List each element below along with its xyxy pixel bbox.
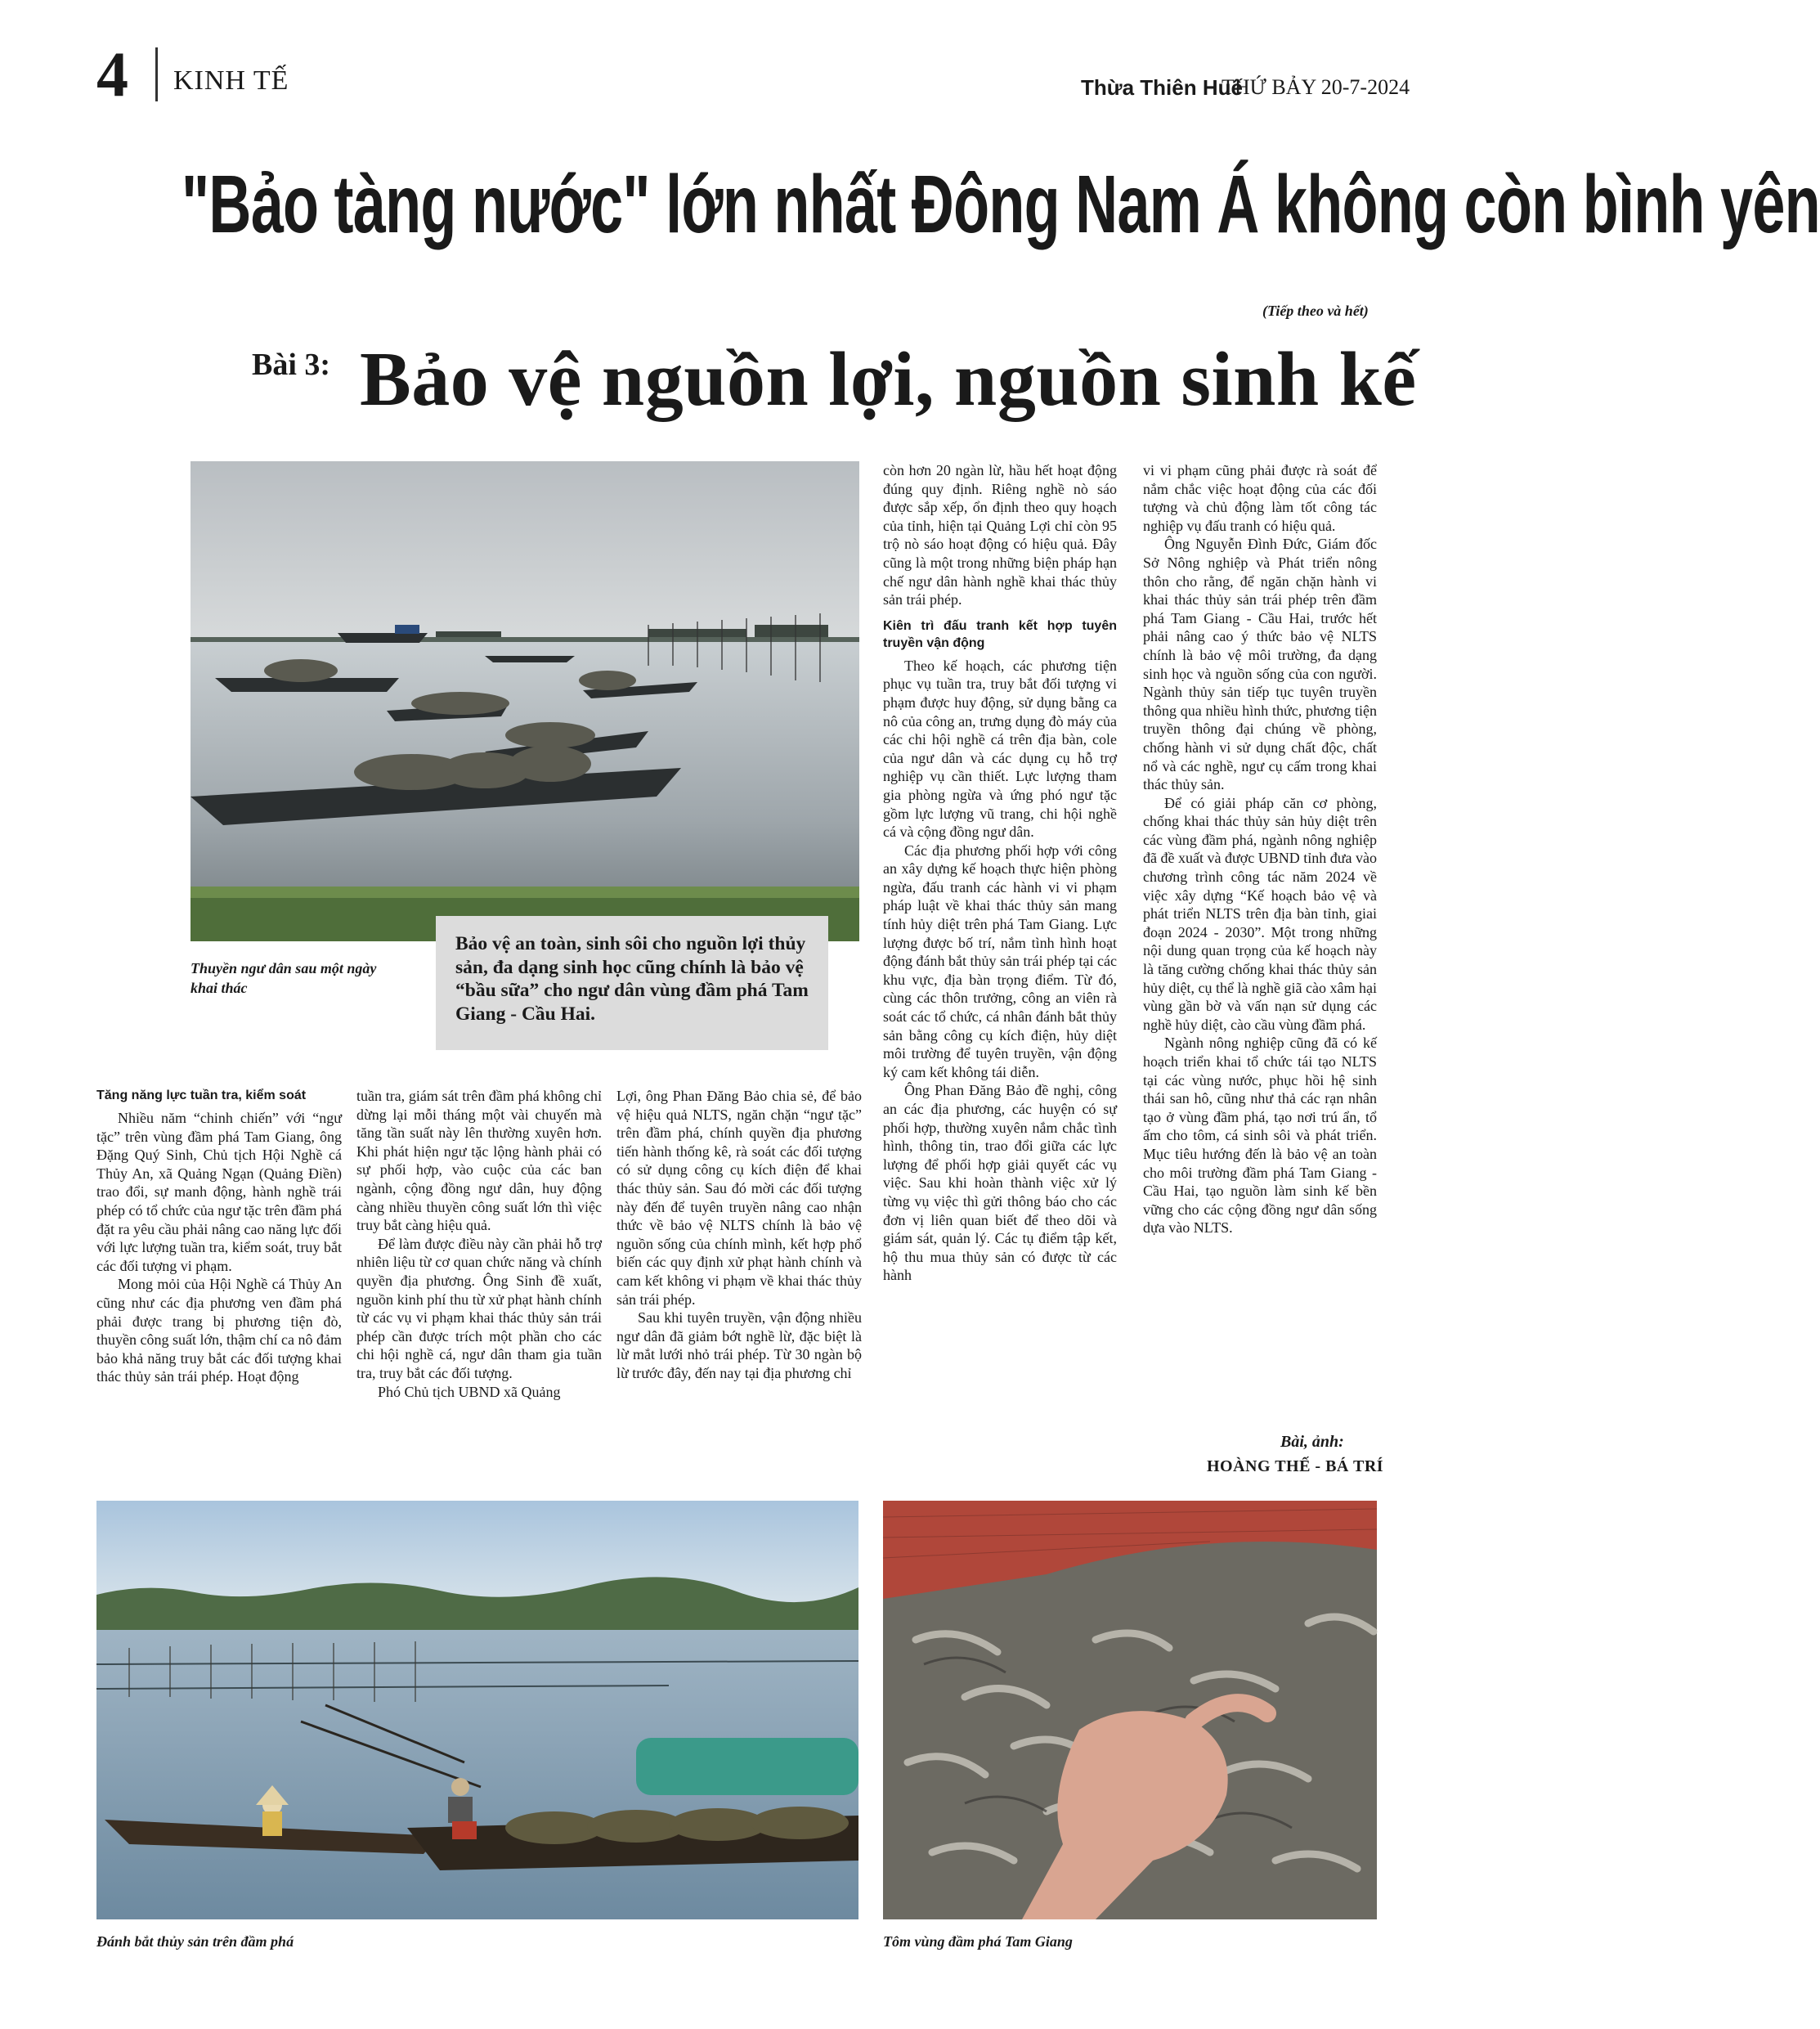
paragraph: Nhiều năm “chinh chiến” với “ngư tặc” trên vùng đầm phá Tam Giang, ông Đặng Quý Sinh, Chủ tịch Hội Nghề cá Thủy An, xã Quảng Ngạn (Quảng Điền) trao đổi, sự manh động, hành nghề trái phép có tổ chức của ngư tặc trên đầm phá đặt ra yêu cầu phải nâng cao năng lực đối với lực lượng tuần tra, kiểm soát, truy bắt các đối tượng vi phạm. xyxy=(96,1110,342,1274)
paragraph: Để có giải pháp căn cơ phòng, chống khai thác thủy sản hủy diệt trên các vùng đầm phá, ngành nông nghiệp đã đề xuất và được UBND tỉnh đưa vào chương trình công tác năm 2024 về việc xây dựng “Kế hoạch bảo vệ và phát triển NLTS trên địa bàn tỉnh, giai đoạn 2024 - 2030”. Một trong những nội dung quan trọng của kế hoạch này là tăng cường chống khai thác thủy sản hủy diệt, cụ thể là nghề giã cào xâm hại vùng gần bờ và vấn nạn sử dụng các nghề hủy diệt, cào cầu vùng đầm phá. xyxy=(1143,794,1377,1033)
caption-boats: Thuyền ngư dân sau một ngày khai thác xyxy=(191,960,377,997)
section-name: KINH TẾ xyxy=(173,65,289,96)
headline: "Bảo tàng nước" lớn nhất Đông Nam Á không còn bình yên xyxy=(182,159,1820,250)
paragraph: Để làm được điều này cần phải hỗ trợ nhiên liệu từ cơ quan chức năng và chính quyền địa phương. Ông Sinh đề xuất, nguồn kinh phí thu từ xử phạt hành chính từ các vụ vi phạm khai thác thủy sản trái phép cần được trích một phần cho các chi hội nghề cá, ngư dân tham gia tuần tra, truy bắt các đối tượng. xyxy=(356,1235,602,1381)
paragraph: Ngành nông nghiệp cũng đã có kế hoạch triển khai tổ chức tái tạo NLTS tại các vùng nước, phục hồi hệ sinh thái san hô, cũng như thả các rạn nhân tạo ở vùng đầm phá, tạo nơi trú ẩn, tổ ấm cho tôm, cá sinh sôi và phát triển. Mục tiêu hướng đến là bảo vệ an toàn cho môi trường đầm phá Tam Giang - Cầu Hai, tạo nguồn làm sinh kế bền vững cho các cộng đồng ngư dân sống dựa vào NLTS. xyxy=(1143,1035,1377,1237)
paragraph: Ông Phan Đăng Bảo đề nghị, công an các địa phương, các huyện có sự phối hợp, thường xuyên nắm chắc tình hình, thông tin, trao đổi giữa các lực lượng để phối hợp giải quyết các vụ việc. Sau khi hoàn thành việc xử lý từng vụ việc thì gửi thông báo cho các đơn vị liên quan biết để theo dõi và giám sát, quản lý. Các tụ điểm tập kết, hộ thu mua thủy sản có được từ các hành xyxy=(883,1082,1117,1284)
paragraph: Sau khi tuyên truyền, vận động nhiều ngư dân đã giảm bớt nghề lừ, đặc biệt là lừ mắt lưới nhỏ trái phép. Từ 30 ngàn bộ lừ trước đây, đến nay tại địa phương chỉ xyxy=(616,1309,862,1381)
section-head-campaign: Kiên trì đấu tranh kết hợp tuyên truyền vận động xyxy=(883,618,1117,650)
paragraph: tuần tra, giám sát trên đầm phá không chỉ dừng lại mỗi tháng một vài chuyến mà tăng tần suất này lên thường xuyên hơn. Khi phát hiện ngư tặc lộng hành phải có sự phối hợp, vào cuộc của các ban ngành, cộng đồng ngư dân, huy động càng nhiều thuyền công suất lớn thì việc truy bắt càng hiệu quả. xyxy=(356,1088,602,1234)
photo-shrimp xyxy=(883,1501,1377,1919)
photo-boats-on-lagoon xyxy=(191,461,859,941)
paragraph: Theo kế hoạch, các phương tiện phục vụ tuần tra, truy bắt đối tượng vi phạm được huy động, sử dụng bằng ca nô của công an, trưng dụng đò máy của các chi hội nghề cá trên địa bàn, cole của ngư dân và các dụng cụ hỗ trợ nghiệp vụ cần thiết. Lực lượng tham gia phòng ngừa và ứng phó ngư tặc gồm lực lượng vũ trang, chi hội nghề cá và cộng đồng ngư dân. xyxy=(883,657,1117,841)
column-3 xyxy=(616,1087,862,1383)
issue-date: THỨ BẢY 20-7-2024 xyxy=(1222,75,1410,99)
paragraph: vi vi phạm cũng phải được rà soát để nắm chắc việc hoạt động của các đối tượng và chủ động làm tốt công tác nghiệp vụ đấu tranh có hiệu quả. xyxy=(1143,462,1377,534)
continuation-note: (Tiếp theo và hết) xyxy=(1262,303,1369,319)
column-5 xyxy=(1143,461,1377,1237)
pullquote-box xyxy=(436,916,828,1050)
pullquote-text: Bảo vệ an toàn, sinh sôi cho nguồn lợi thủy sản, đa dạng sinh học cũng chính là bảo vệ “bầu sữa” cho ngư dân vùng đầm phá Tam Giang - Cầu Hai. xyxy=(455,933,809,1025)
paragraph: còn hơn 20 ngàn lừ, hầu hết hoạt động đúng quy định. Riêng nghề nò sáo được sắp xếp, ổn định theo quy hoạch của tỉnh, hiện tại Quảng Lợi chỉ còn 95 trộ nò sáo hoạt động có hiệu quả. Đây cũng là một trong những biện pháp hạn chế ngư dân hành nghề khai thác thủy sản trái phép. xyxy=(883,462,1117,608)
column-4 xyxy=(883,461,1117,1285)
part-label: Bài 3: xyxy=(252,348,331,382)
paragraph: Mong mỏi của Hội Nghề cá Thủy An cũng như các địa phương ven đầm phá phải được trang bị phương tiện đò, thuyền công suất lớn, thậm chí ca nô đảm bảo khả năng truy bắt các đối tượng khai thác thủy sản trái phép. Hoạt động xyxy=(96,1276,342,1385)
paragraph: Ông Nguyễn Đình Đức, Giám đốc Sở Nông nghiệp và Phát triển nông thôn cho rằng, để ngăn chặn hành vi khai thác thủy sản trái phép trên đầm phá Tam Giang - Cầu Hai, trước hết phải nâng cao ý thức bảo vệ NLTS chính là bảo vệ môi trường, đa dạng sinh học và nguồn sống của con người. Ngành thủy sản tiếp tục tuyên truyền thông qua nhiều hình thức, phương tiện truyền thông đại chúng về phòng, chống hành vi sử dụng chất độc, chất nổ và các nghề, ngư cụ cấm trong khai thác thủy sản. xyxy=(1143,536,1377,793)
byline: HOÀNG THẾ - BÁ TRÍ xyxy=(1207,1457,1384,1475)
subheadline: Bảo vệ nguồn lợi, nguồn sinh kế xyxy=(360,337,1417,422)
column-2 xyxy=(356,1087,602,1401)
page-number: 4 xyxy=(96,38,128,110)
header-divider xyxy=(155,47,158,101)
masthead: Thừa Thiên Huế xyxy=(1081,75,1243,100)
photo-fishing-on-lagoon xyxy=(96,1501,858,1919)
byline-label: Bài, ảnh: xyxy=(1280,1433,1344,1451)
caption-fishing: Đánh bắt thủy sản trên đầm phá xyxy=(96,1933,294,1950)
section-head-patrol: Tăng năng lực tuần tra, kiểm soát xyxy=(96,1089,307,1102)
caption-shrimp: Tôm vùng đầm phá Tam Giang xyxy=(883,1933,1073,1950)
paragraph: Các địa phương phối hợp với công an xây dựng kế hoạch thực hiện phòng ngừa, đấu tranh các hành vi vi phạm pháp luật về khai thác thủy sản mang tính hủy diệt trên phá Tam Giang. Lực lượng được bố trí, nắm tình hình hoạt động đánh bắt thủy sản trái phép tại các khu vực, địa bàn trọng điểm. Từ đó, cùng các thôn trưởng, công an viên rà soát các tổ chức, cá nhân đánh bắt thủy sản bằng công cụ kích điện, hủy diệt môi trường để tuyên truyền, vận động ký cam kết không tái diễn. xyxy=(883,842,1117,1080)
paragraph: Lợi, ông Phan Đăng Bảo chia sẻ, để bảo vệ hiệu quả NLTS, ngăn chặn “ngư tặc” trên đầm phá, chính quyền địa phương tiến hành thống kê, rà soát các đối tượng có sử dụng công cụ kích điện để khai thác thủy sản. Sau đó mời các đối tượng này đến để tuyên truyền nâng cao nhận thức về bảo vệ NLTS chính là bảo vệ nguồn sống của chính mình, kết hợp phổ biến các quy định xử phạt hành chính và cam kết không vi phạm về khai thác thủy sản trái phép. xyxy=(616,1088,862,1308)
column-1 xyxy=(96,1087,342,1386)
paragraph: Phó Chủ tịch UBND xã Quảng xyxy=(378,1383,561,1400)
